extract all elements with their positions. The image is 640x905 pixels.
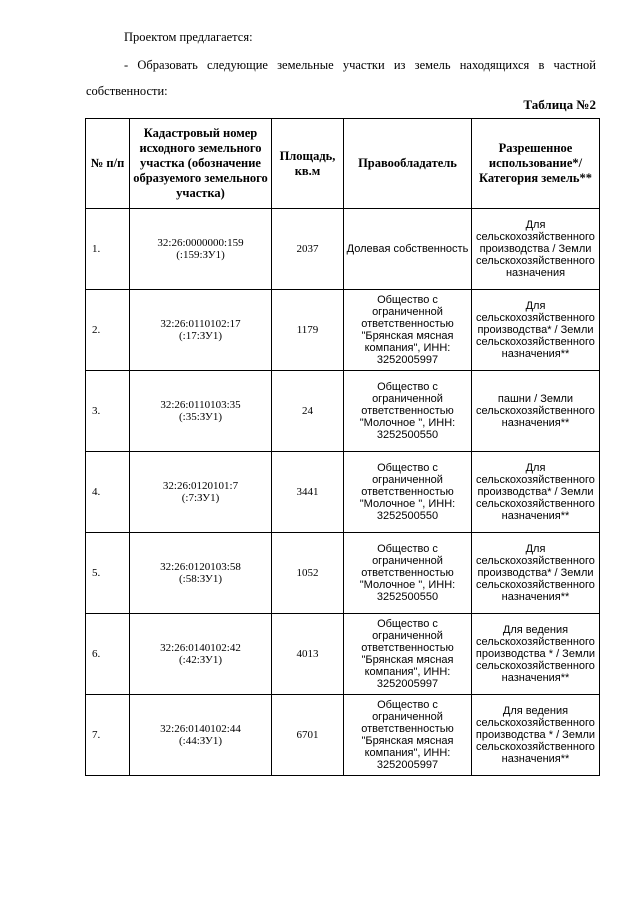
row-number: 5. [86,533,130,614]
row-number: 4. [86,452,130,533]
owner-cell: Общество с ограниченной ответственностью "Брянская мясная компания", ИНН: 3252005997 [344,614,472,695]
usage-cell: пашни / Земли сельскохозяйственного назначения** [472,371,600,452]
owner-cell: Общество с ограниченной ответственностью "Молочное ", ИНН: 3252500550 [344,533,472,614]
plot-designation: (:17:ЗУ1) [179,330,222,342]
header-cadastral: Кадастровый номер исходного земельного участка (обозначение образуемого земельного участка) [130,119,272,209]
row-number: 1. [86,209,130,290]
table-caption: Таблица №2 [523,97,596,112]
cadastral-cell [130,614,272,695]
area-cell: 1052 [272,533,344,614]
table-row [86,695,600,776]
area-cell: 3441 [272,452,344,533]
area-cell: 4013 [272,614,344,695]
cadastral-cell [130,695,272,776]
owner-cell: Долевая собственность [344,209,472,290]
plot-designation: (:44:ЗУ1) [179,735,222,747]
cadastral-cell [130,452,272,533]
owner-cell: Общество с ограниченной ответственностью "Брянская мясная компания", ИНН: 3252005997 [344,695,472,776]
cadastral-cell [130,533,272,614]
header-usage: Разрешенное использование*/ Категория земель** [472,119,600,209]
area-cell: 6701 [272,695,344,776]
cadastral-number: 32:26:0120103:58 [160,561,241,573]
usage-cell: Для ведения сельскохозяйственного производства * / Земли сельскохозяйственного назначения** [472,695,600,776]
intro-paragraph: - Образовать следующие земельные участки из земель находящихся в частной собственности: [86,58,596,98]
header-num: № п/п [86,119,130,209]
table-row [86,371,600,452]
row-number: 7. [86,695,130,776]
cadastral-cell [130,209,272,290]
table-header-row [86,119,600,209]
area-cell: 24 [272,371,344,452]
cadastral-number: 32:26:0110103:35 [160,399,241,411]
plot-designation: (:42:ЗУ1) [179,654,222,666]
owner-cell: Общество с ограниченной ответственностью "Молочное ", ИНН: 3252500550 [344,452,472,533]
table-row [86,209,600,290]
plot-designation: (:159:ЗУ1) [176,249,225,261]
header-area: Площадь, кв.м [272,119,344,209]
land-plots-table [85,118,600,776]
plot-designation: (:7:ЗУ1) [181,492,220,504]
usage-cell: Для сельскохозяйственного производства* / Земли сельскохозяйственного назначения** [472,290,600,371]
plot-designation: (:35:ЗУ1) [179,411,222,423]
intro-text: Проектом предлагается: [124,30,253,44]
cadastral-number: 32:26:0140102:42 [160,642,241,654]
owner-cell: Общество с ограниченной ответственностью "Молочное ", ИНН: 3252500550 [344,371,472,452]
row-number: 2. [86,290,130,371]
usage-cell: Для сельскохозяйственного производства* / Земли сельскохозяйственного назначения** [472,533,600,614]
table-row [86,452,600,533]
cadastral-number: 32:26:0140102:44 [160,723,241,735]
usage-cell: Для сельскохозяйственного производства* / Земли сельскохозяйственного назначения** [472,452,600,533]
table-row [86,614,600,695]
usage-cell: Для сельскохозяйственного производства / Земли сельскохозяйственного назначения [472,209,600,290]
owner-cell: Общество с ограниченной ответственностью "Брянская мясная компания", ИНН: 3252005997 [344,290,472,371]
plot-designation: (:58:ЗУ1) [179,573,222,585]
cadastral-cell [130,290,272,371]
table-row [86,290,600,371]
table-row [86,533,600,614]
row-number: 6. [86,614,130,695]
cadastral-cell [130,371,272,452]
area-cell: 2037 [272,209,344,290]
cadastral-number: 32:26:0120101:7 [162,480,239,492]
row-number: 3. [86,371,130,452]
usage-cell: Для ведения сельскохозяйственного производства * / Земли сельскохозяйственного назначения** [472,614,600,695]
header-owner: Правообладатель [344,119,472,209]
cadastral-number: 32:26:0000000:159 [157,237,244,249]
area-cell: 1179 [272,290,344,371]
cadastral-number: 32:26:0110102:17 [160,318,241,330]
